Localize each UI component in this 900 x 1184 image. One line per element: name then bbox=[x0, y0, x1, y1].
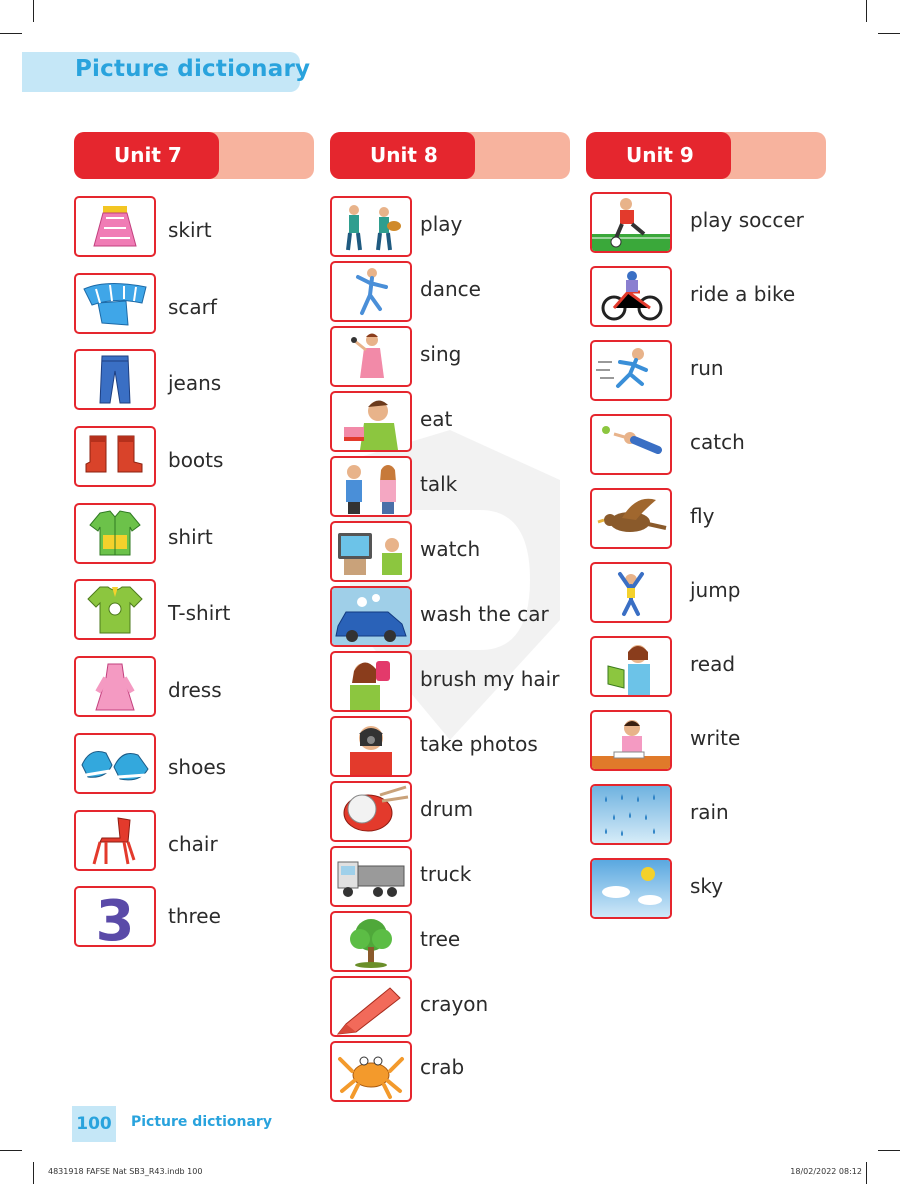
word-label: run bbox=[690, 356, 724, 380]
watch-tv-icon bbox=[330, 521, 412, 582]
unit-header-9 bbox=[586, 132, 826, 179]
word-label: T-shirt bbox=[168, 601, 231, 625]
sky-icon bbox=[590, 858, 672, 919]
talk-icon bbox=[330, 456, 412, 517]
word-label: skirt bbox=[168, 218, 212, 242]
print-slug-left: 4831918 FAFSE Nat SB3_R43.indb 100 bbox=[48, 1167, 203, 1176]
word-label: write bbox=[690, 726, 741, 750]
jeans-icon bbox=[74, 349, 156, 410]
unit-title: Unit 7 bbox=[74, 132, 219, 179]
book-icon bbox=[590, 636, 672, 697]
crop-mark bbox=[878, 33, 900, 34]
bike-icon bbox=[590, 266, 672, 327]
svg-text:3: 3 bbox=[95, 889, 135, 945]
shirt-icon bbox=[74, 503, 156, 564]
page-title: Picture dictionary bbox=[75, 56, 311, 82]
chair-icon bbox=[74, 810, 156, 871]
car-wash-icon bbox=[330, 586, 412, 647]
word-label: scarf bbox=[168, 295, 217, 319]
word-label: drum bbox=[420, 797, 474, 821]
tree-icon bbox=[330, 911, 412, 972]
word-label: crayon bbox=[420, 992, 489, 1016]
word-label: shirt bbox=[168, 525, 213, 549]
word-label: shoes bbox=[168, 755, 227, 779]
word-label: boots bbox=[168, 448, 224, 472]
bird-icon bbox=[590, 488, 672, 549]
crab-icon bbox=[330, 1041, 412, 1102]
crop-mark bbox=[866, 0, 867, 22]
write-icon bbox=[590, 710, 672, 771]
sing-icon bbox=[330, 326, 412, 387]
truck-icon bbox=[330, 846, 412, 907]
crop-mark bbox=[878, 1150, 900, 1151]
word-label: read bbox=[690, 652, 736, 676]
word-label: jeans bbox=[168, 371, 222, 395]
rain-icon bbox=[590, 784, 672, 845]
word-label: jump bbox=[690, 578, 741, 602]
drum-icon bbox=[330, 781, 412, 842]
word-label: catch bbox=[690, 430, 745, 454]
word-label: ride a bike bbox=[690, 282, 796, 306]
print-slug-right: 18/02/2022 08:12 bbox=[790, 1167, 862, 1176]
word-label: dance bbox=[420, 277, 481, 301]
crop-mark bbox=[33, 0, 34, 22]
page-number: 100 bbox=[72, 1106, 116, 1142]
eat-icon bbox=[330, 391, 412, 452]
word-label: watch bbox=[420, 537, 481, 561]
word-label: sky bbox=[690, 874, 724, 898]
word-label: take photos bbox=[420, 732, 538, 756]
unit-header-8 bbox=[330, 132, 570, 179]
crop-mark bbox=[0, 33, 22, 34]
shoes-icon bbox=[74, 733, 156, 794]
unit-title: Unit 8 bbox=[330, 132, 475, 179]
crop-mark bbox=[0, 1150, 22, 1151]
unit-header-7 bbox=[74, 132, 314, 179]
word-label: talk bbox=[420, 472, 458, 496]
word-label: brush my hair bbox=[420, 667, 560, 691]
three-icon bbox=[74, 886, 156, 947]
footer-label: Picture dictionary bbox=[131, 1114, 272, 1130]
word-label: tree bbox=[420, 927, 461, 951]
skirt-icon bbox=[74, 196, 156, 257]
crayon-icon bbox=[330, 976, 412, 1037]
word-label: play bbox=[420, 212, 463, 236]
word-label: truck bbox=[420, 862, 472, 886]
word-label: play soccer bbox=[690, 208, 804, 232]
hairbrush-icon bbox=[330, 651, 412, 712]
play-icon bbox=[330, 196, 412, 257]
scarf-icon bbox=[74, 273, 156, 334]
word-label: dress bbox=[168, 678, 222, 702]
soccer-icon bbox=[590, 192, 672, 253]
crop-mark bbox=[33, 1162, 34, 1184]
tshirt-icon bbox=[74, 579, 156, 640]
word-label: rain bbox=[690, 800, 729, 824]
boots-icon bbox=[74, 426, 156, 487]
dance-icon bbox=[330, 261, 412, 322]
unit-title: Unit 9 bbox=[586, 132, 731, 179]
run-icon bbox=[590, 340, 672, 401]
word-label: wash the car bbox=[420, 602, 549, 626]
dress-icon bbox=[74, 656, 156, 717]
word-label: sing bbox=[420, 342, 462, 366]
crop-mark bbox=[866, 1162, 867, 1184]
camera-icon bbox=[330, 716, 412, 777]
catch-icon bbox=[590, 414, 672, 475]
jump-icon bbox=[590, 562, 672, 623]
word-label: crab bbox=[420, 1055, 465, 1079]
word-label: eat bbox=[420, 407, 453, 431]
word-label: three bbox=[168, 904, 221, 928]
word-label: chair bbox=[168, 832, 218, 856]
word-label: fly bbox=[690, 504, 715, 528]
